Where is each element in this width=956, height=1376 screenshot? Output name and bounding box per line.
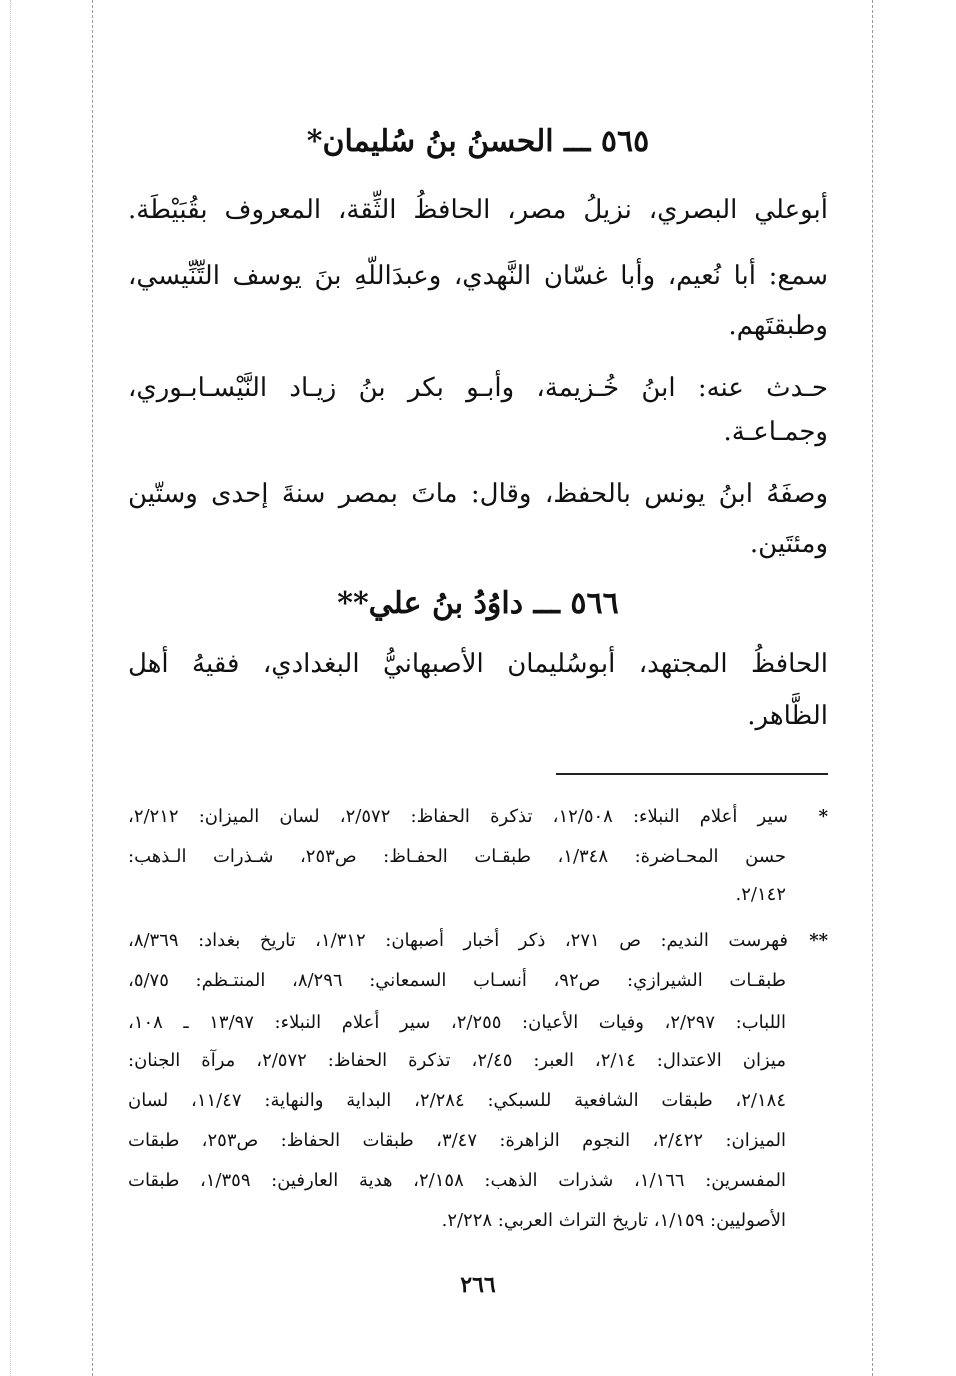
scan-edge-line [10,0,11,1376]
footnote-2-text-6: الميزان: ٢/٤٢٢، النجوم الزاهرة: ٣/٤٧، طبقات الحفاظ: ص٢٥٣، طبقات [128,1130,787,1151]
right-margin-guide [872,0,873,1376]
footnote-2-line-6 [128,1126,828,1156]
footnote-1-text-1: سير أعلام النبلاء: ١٢/٥٠٨، تذكرة الحفاظ: ٢/٥٧٢، لسان الميزان: ٢/٢١٢، [128,806,788,827]
footnote-2-text-1: فهرست النديم: ص ٢٧١، ذكر أخبار أصبهان: ١/٣١٢، تاريخ بغداد: ٨/٣٦٩، [128,930,789,951]
footnote-2-text-7: المفسرين: ١/١٦٦، شذرات الذهب: ٢/١٥٨، هدية العارفين: ١/٣٥٩، طبقات [128,1170,787,1191]
entry-565-line-7: ومئتَين. [749,529,828,559]
footnote-2-text-2: طبقـات الشيرازي: ص٩٢، أنسـاب السمعاني: ٨/٢٩٦، المنتـظم: ٥/٧٥، [128,970,786,991]
footnote-separator [556,773,828,775]
footnote-1-line-3 [128,880,828,910]
footnote-1-line-1 [128,802,828,832]
footnote-1-line-2 [128,842,828,872]
page-number: ٢٦٦ [460,1272,496,1298]
entry-565-line-4: حـدث عنه: ابنُ خُـزيمة، وأبـو بكر بنُ زيـاد النَّيْسـابـوري، [128,373,828,403]
footnote-2-line-3 [128,1008,828,1038]
footnote-2-text-8: الأصوليين: ١/١٥٩، تاريخ التراث العربي: ٢/٢٢٨. [441,1210,786,1231]
footnote-2-line-2 [128,966,828,996]
entry-566-line-1: الحافظُ المجتهد، أبوسُليمان الأصبهانيُّ البغدادي، فقيهُ أهل [128,649,828,679]
entry-565-heading: ٥٦٥ ـــ الحسنُ بنُ سُليمان* [306,124,650,159]
footnote-2-text-4: ميزان الاعتدال: ٢/١٤، العبر: ٢/٤٥، تذكرة الحفاظ: ٢/٥٧٢، مرآة الجنان: [128,1050,786,1071]
footnote-2-mark: ** [809,930,829,951]
footnote-2-line-8 [128,1206,828,1236]
footnote-1-text-2: حسن المحـاضرة: ١/٣٤٨، طبقـات الحفـاظ: ص٢٥٣، شـذرات الـذهب: [128,846,786,867]
footnote-2-line-5 [128,1086,828,1116]
entry-566-heading: ٥٦٦ ـــ داوُدُ بنُ علي** [337,586,619,621]
footnote-2-text-3: اللباب: ٢/٢٩٧، وفيات الأعيان: ٢/٢٥٥، سير أعلام النبلاء: ١٣/٩٧ ـ ١٠٨، [128,1012,787,1033]
entry-565-line-3: وطبقتَهم. [728,311,828,341]
entry-565-line-1: أبوعلي البصري، نزيلُ مصر، الحافظُ الثِّقة، المعروف بقُبَيْطَة. [128,195,828,225]
footnote-1-mark: * [818,806,828,827]
entry-566-line-2: الظَّاهر. [747,701,828,731]
entry-565-line-5: وجمـاعـة. [723,417,828,447]
footnote-2-line-7 [128,1166,828,1196]
footnote-2-line-1 [128,926,828,956]
entry-565-line-6: وصفَهُ ابنُ يونس بالحفظ، وقال: ماتَ بمصر سنةَ إحدى وستّين [128,479,828,509]
footnote-1-text-3: ٢/١٤٢. [735,884,786,905]
left-margin-guide [92,0,93,1376]
footnote-2-line-4 [128,1046,828,1076]
footnote-2-text-5: ٢/١٨٤، طبقات الشافعية للسبكي: ٢/٢٨٤، البداية والنهاية: ١١/٤٧، لسان [128,1090,786,1111]
entry-565-line-2: سمع: أبا نُعيم، وأبا غسّان النَّهدي، وعبدَاللّهِ بنَ يوسف التِّنِّيسي، [128,261,828,291]
